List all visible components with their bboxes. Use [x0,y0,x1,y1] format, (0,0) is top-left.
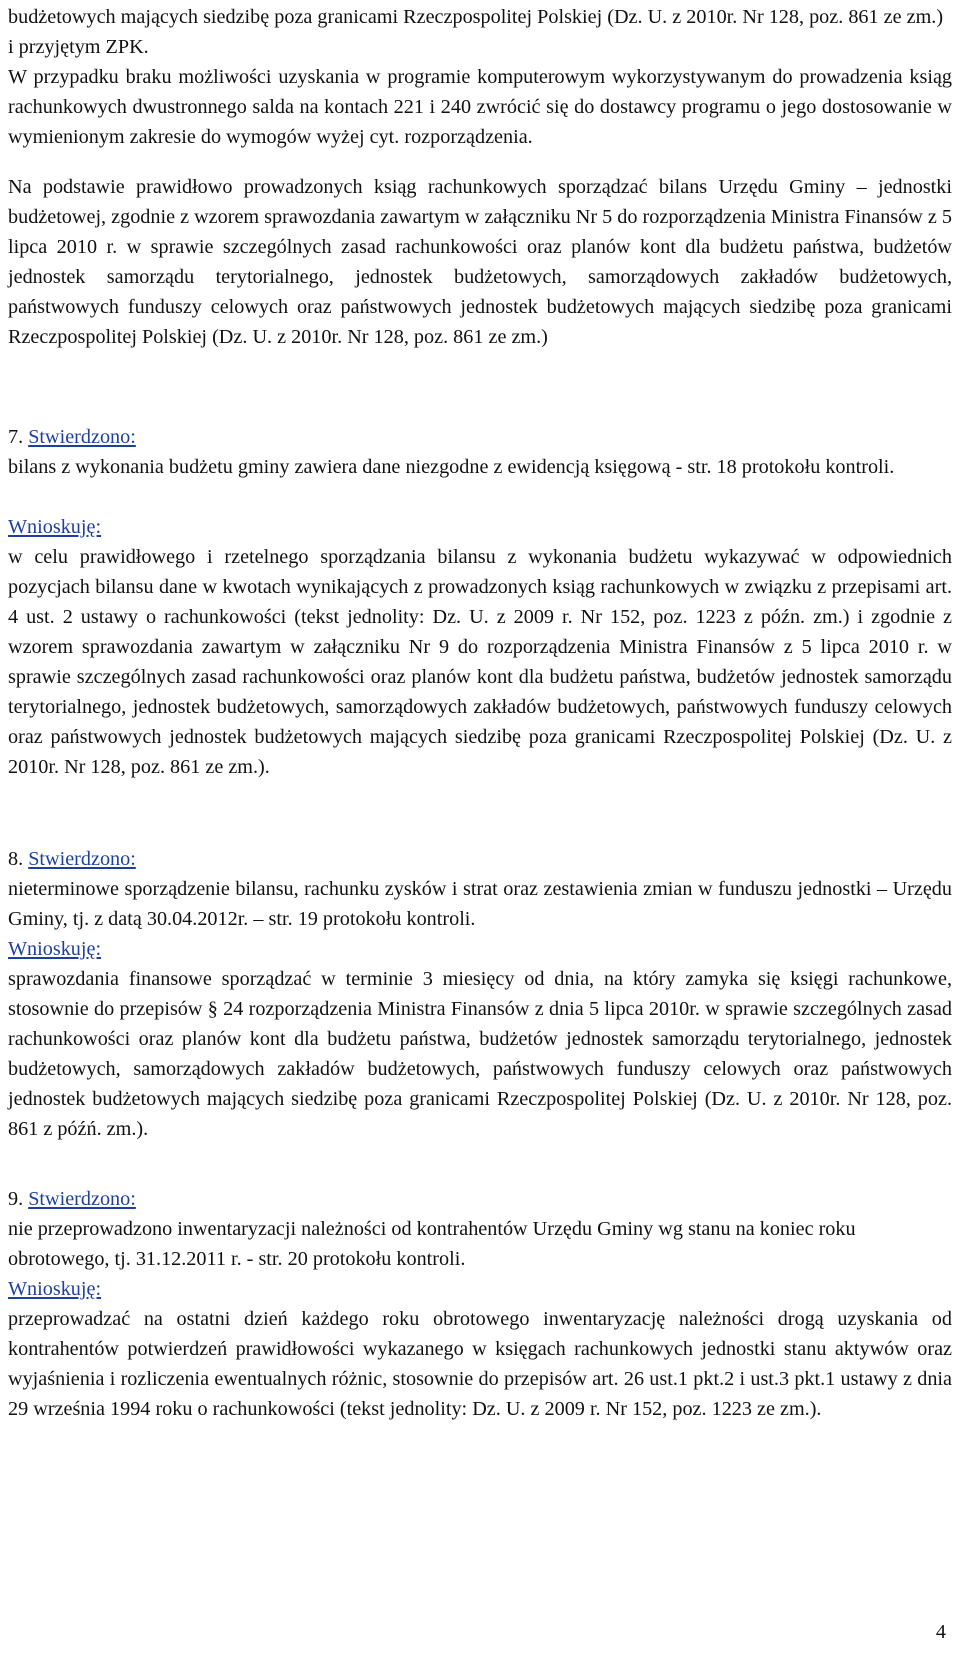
section-7-recommendation: w celu prawidłowego i rzetelnego sporządzania bilansu z wykonania budżetu wykazywać w odpowiednich pozycjach bilansu dane w kwotach wynikających z prowadzonych ksiąg rachunkowych w związku z przepisami art. 4 ust. 2 ustawy o rachunkowości (tekst jednolity: Dz. U. z 2009 r. Nr 152, poz. 1223 z późn. zm.) i zgodnie z wzorem sprawozdania zawartym w załączniku Nr 9 do rozporządzenia Ministra Finansów z 5 lipca 2010 r. w sprawie szczególnych zasad rachunkowości oraz planów kont dla budżetu państwa, budżetów jednostek samorządu terytorialnego, jednostek budżetowych, samorządowych zakładów budżetowych, państwowych funduszy celowych oraz państwowych jednostek budżetowych mających siedzibę poza granicami Rzeczpospolitej Polskiej (Dz. U. z 2010r. Nr 128, poz. 861 ze zm.). [8,546,952,778]
page-number: 4 [935,1621,946,1643]
intro-paragraph-3: Na podstawie prawidłowo prowadzonych ksiąg rachunkowych sporządzać bilans Urzędu Gminy – jednostki budżetowej, zgodnie z wzorem sprawozdania zawartym w załączniku Nr 5 do rozporządzenia Ministra Finansów z 5 lipca 2010 r. w sprawie szczególnych zasad rachunkowości oraz planów kont dla budżetu państwa, budżetów jednostek samorządu terytorialnego, jednostek budżetowych, samorządowych zakładów budżetowych, państwowych funduszy celowych oraz państwowych jednostek budżetowych mających siedzibę poza granicami Rzeczpospolitej Polskiej (Dz. U. z 2010r. Nr 128, poz. 861 ze zm.) [8,176,952,348]
section-9-recommendation-label: Wnioskuję: [8,1278,102,1300]
section-9-title: Stwierdzono: [28,1188,136,1210]
section-9-recommendation: przeprowadzać na ostatni dzień każdego roku obrotowego inwentaryzację należności drogą uzyskania od kontrahentów potwierdzeń prawidłowości wykazanego w księgach rachunkowych jednostki stanu aktywów oraz wyjaśnienia i rozliczenia ewentualnych różnic, stosownie do przepisów art. 26 ust.1 pkt.2 i ust.3 pkt.1 ustawy z dnia 29 września 1994 roku o rachunkowości (tekst jednolity: Dz. U. z 2009 r. Nr 152, poz. 1223 ze zm.). [8,1308,952,1420]
section-7-number: 7. [8,426,24,448]
section-8-heading [8,844,136,874]
section-9-finding: nie przeprowadzono inwentaryzacji należności od kontrahentów Urzędu Gminy wg stanu na koniec roku obrotowego, tj. 31.12.2011 r. - str. 20 protokołu kontroli. [8,1218,856,1270]
section-7-finding: bilans z wykonania budżetu gminy zawiera dane niezgodne z ewidencją księgową - str. 18 protokołu kontroli. [8,456,895,478]
section-9-number: 9. [8,1188,24,1210]
intro-paragraph-1: budżetowych mających siedzibę poza granicami Rzeczpospolitej Polskiej (Dz. U. z 2010r. Nr 128, poz. 861 ze zm.) i przyjętym ZPK. [8,6,944,58]
section-8-finding: nieterminowe sporządzenie bilansu, rachunku zysków i strat oraz zestawienia zmian w funduszu jednostki – Urzędu Gminy, tj. z datą 30.04.2012r. – str. 19 protokołu kontroli. [8,878,952,930]
section-8-recommendation: sprawozdania finansowe sporządzać w terminie 3 miesięcy od dnia, na który zamyka się księgi rachunkowe, stosownie do przepisów § 24 rozporządzenia Ministra Finansów z dnia 5 lipca 2010r. w sprawie szczególnych zasad rachunkowości oraz planów kont dla budżetu państwa, budżetów jednostek samorządu terytorialnego, jednostek budżetowych, samorządowych zakładów budżetowych, państwowych funduszy celowych oraz państwowych jednostek budżetowych mających siedzibę poza granicami Rzeczpospolitej Polskiej (Dz. U. z 2010r. Nr 128, poz. 861 z późń. zm.). [8,968,952,1140]
section-8-number: 8. [8,848,24,870]
section-7-heading [8,422,136,452]
intro-paragraph-2: W przypadku braku możliwości uzyskania w programie komputerowym wykorzystywanym do prowadzenia ksiąg rachunkowych dwustronnego salda na kontach 221 i 240 zwrócić się do dostawcy programu o jego dostosowanie w wymienionym zakresie do wymogów wyżej cyt. rozporządzenia. [8,66,952,148]
section-7-recommendation-label: Wnioskuję: [8,516,102,538]
section-7-title: Stwierdzono: [28,426,136,448]
section-8-recommendation-label: Wnioskuję: [8,938,102,960]
section-8-title: Stwierdzono: [28,848,136,870]
section-9-heading [8,1184,136,1214]
